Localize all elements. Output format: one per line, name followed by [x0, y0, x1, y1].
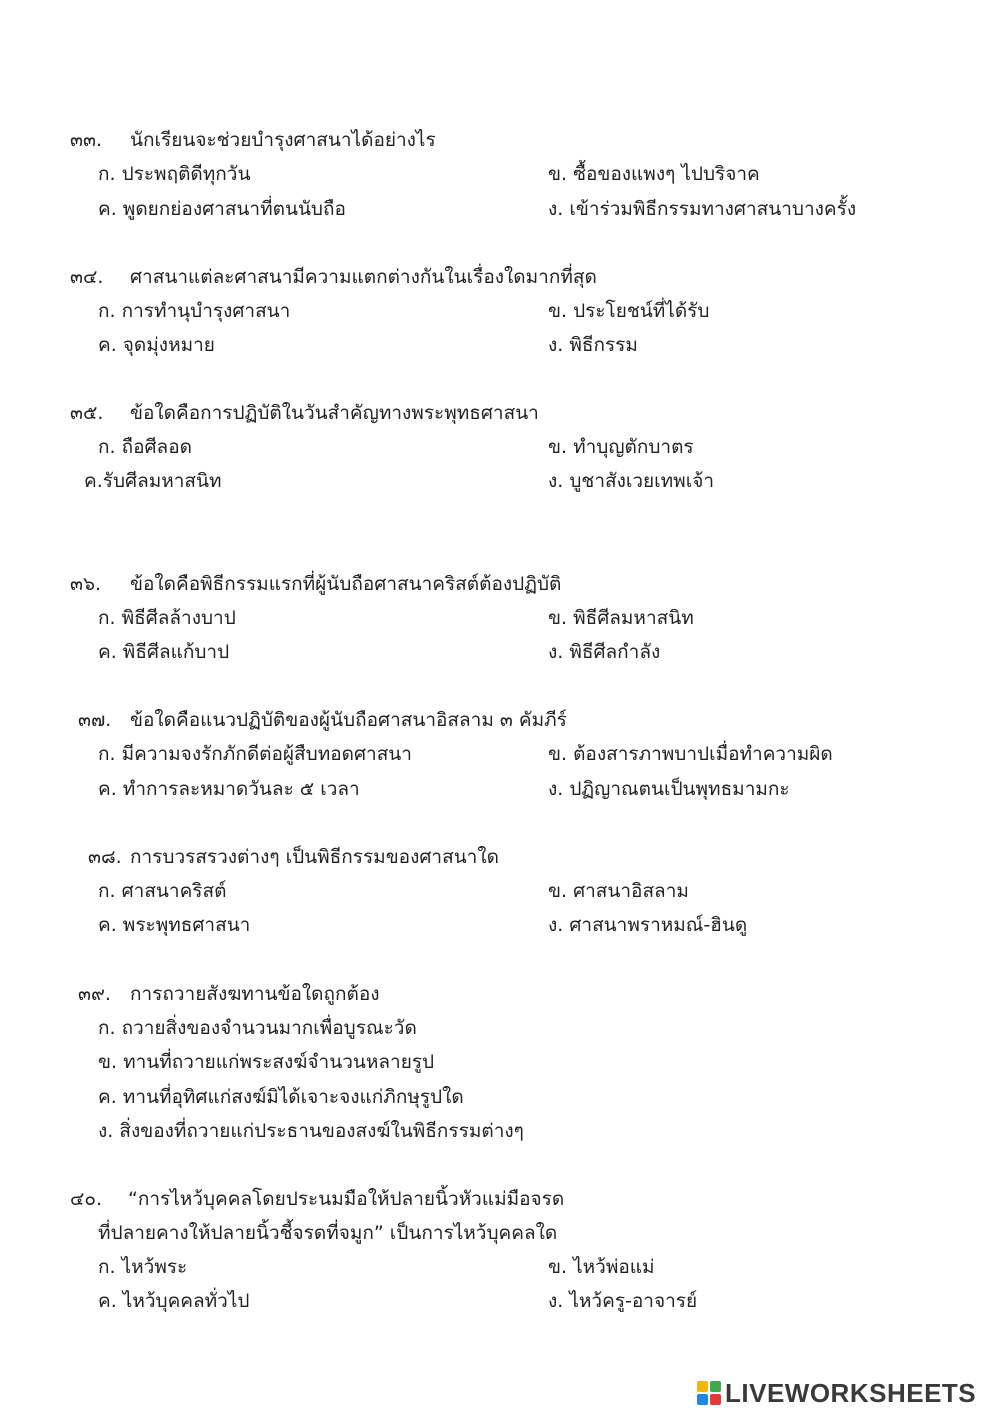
option-b[interactable]: ข. ต้องสารภาพบาปเมื่อทำความผิด [548, 743, 833, 765]
logo-text: LIVEWORKSHEETS [725, 1377, 977, 1408]
option-c[interactable]: ค. ทานที่อุทิศแก่สงฆ์มิได้เจาะจงแก่ภิกษุรูปใด [98, 1086, 464, 1108]
option-a[interactable]: ก. ประพฤติดีทุกวัน [98, 163, 251, 185]
question-text: ข้อใดคือการปฏิบัติในวันสำคัญทางพระพุทธศาสนา [130, 402, 539, 424]
option-d[interactable]: ง. พิธีศีลกำลัง [548, 641, 661, 663]
option-b[interactable]: ข. ทำบุญตักบาตร [548, 436, 694, 458]
option-b[interactable]: ข. ศาสนาอิสลาม [548, 880, 689, 902]
question-text: นักเรียนจะช่วยบำรุงศาสนาได้อย่างไร [130, 129, 436, 151]
option-d[interactable]: ง. ศาสนาพราหมณ์-ฮินดู [548, 914, 748, 936]
option-c[interactable]: ค. พูดยกย่องศาสนาที่ตนนับถือ [98, 198, 346, 220]
liveworksheets-logo [697, 1378, 976, 1408]
question-number: ๓๕. [70, 402, 104, 424]
option-a[interactable]: ก. มีความจงรักภักดีต่อผู้สืบทอดศาสนา [98, 743, 412, 765]
question-text: “การไหว้บุคคลโดยประนมมือให้ปลายนิ้วหัวแม่มือจรด [128, 1188, 565, 1210]
option-d[interactable]: ง. ไหว้ครู-อาจารย์ [548, 1290, 698, 1312]
option-a[interactable]: ก. การทำนุบำรุงศาสนา [98, 300, 291, 322]
question-text: ข้อใดคือแนวปฏิบัติของผู้นับถือศาสนาอิสลาม ๓ คัมภีร์ [130, 709, 567, 731]
option-b[interactable]: ข. พิธีศีลมหาสนิท [548, 607, 694, 629]
logo-tiles-icon [697, 1381, 721, 1405]
option-a[interactable]: ก. ไหว้พระ [98, 1256, 188, 1278]
option-c[interactable]: ค. จุดมุ่งหมาย [98, 334, 215, 356]
question-number: ๔๐. [70, 1188, 103, 1210]
option-b[interactable]: ข. ซื้อของแพงๆ ไปบริจาค [548, 163, 760, 185]
option-d[interactable]: ง. สิ่งของที่ถวายแก่ประธานของสงฆ์ในพิธีกรรมต่างๆ [98, 1120, 524, 1142]
option-b[interactable]: ข. ทานที่ถวายแก่พระสงฆ์จำนวนหลายรูป [98, 1051, 435, 1073]
option-b[interactable]: ข. ไหว้พ่อแม่ [548, 1256, 655, 1278]
option-a[interactable]: ก. ศาสนาคริสต์ [98, 880, 227, 902]
option-c[interactable]: ค.รับศีลมหาสนิท [84, 470, 222, 492]
option-d[interactable]: ง. พิธีกรรม [548, 334, 638, 356]
option-a[interactable]: ก. ถวายสิ่งของจำนวนมากเพื่อบูรณะวัด [98, 1017, 417, 1039]
option-d[interactable]: ง. เข้าร่วมพิธีกรรมทางศาสนาบางครั้ง [548, 198, 857, 220]
option-a[interactable]: ก. พิธีศีลล้างบาป [98, 607, 236, 629]
option-a[interactable]: ก. ถือศีลอด [98, 436, 192, 458]
question-text: การบวรสรวงต่างๆ เป็นพิธีกรรมของศาสนาใด [130, 846, 499, 868]
option-c[interactable]: ค. ไหว้บุคคลทั่วไป [98, 1290, 250, 1312]
question-text: ข้อใดคือพิธีกรรมแรกที่ผู้นับถือศาสนาคริสต์ต้องปฏิบัติ [130, 573, 562, 595]
question-number: ๓๖. [70, 573, 102, 595]
question-number: ๓๘. [88, 846, 122, 868]
question-number: ๓๔. [70, 266, 104, 288]
question-number: ๓๗. [78, 709, 112, 731]
option-d[interactable]: ง. ปฏิญาณตนเป็นพุทธมามกะ [548, 778, 790, 800]
question-text: ศาสนาแต่ละศาสนามีความแตกต่างกันในเรื่องใดมากที่สุด [130, 266, 597, 288]
option-b[interactable]: ข. ประโยชน์ที่ได้รับ [548, 300, 710, 322]
question-text: การถวายสังฆทานข้อใดถูกต้อง [130, 983, 380, 1005]
question-text-line-2: ที่ปลายคางให้ปลายนิ้วชี้จรดที่จมูก” เป็นการไหว้บุคคลใด [98, 1222, 558, 1244]
option-c[interactable]: ค. ทำการละหมาดวันละ ๕ เวลา [98, 778, 360, 800]
question-number: ๓๙. [78, 983, 111, 1005]
option-c[interactable]: ค. พิธีศีลแก้บาป [98, 641, 230, 663]
question-number: ๓๓. [70, 129, 103, 151]
option-d[interactable]: ง. บูชาสังเวยเทพเจ้า [548, 470, 714, 492]
option-c[interactable]: ค. พระพุทธศาสนา [98, 914, 251, 936]
